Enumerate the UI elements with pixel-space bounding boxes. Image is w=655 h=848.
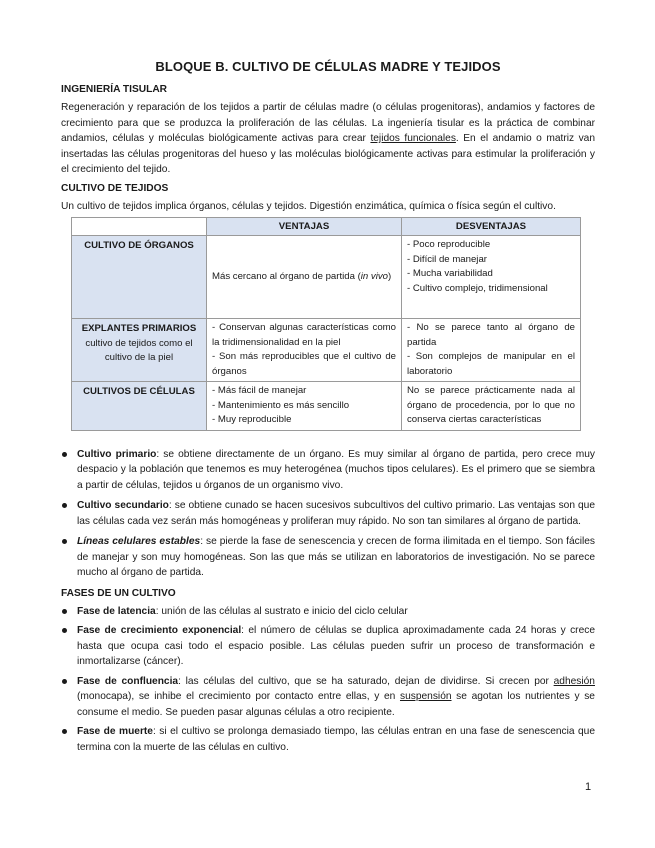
tipos-cultivo-list <box>61 447 595 581</box>
tejidos-funcionales-term: tejidos funcionales <box>370 133 456 144</box>
term-fase-muerte: Fase de muerte <box>77 726 153 737</box>
list-item: - Muy reproducible <box>212 414 292 425</box>
organos-ventajas-text: Más cercano al órgano de partida ( <box>212 270 361 282</box>
ingenieria-text-2: . En el andamio o matriz van insertadas las células progenitoras del hueso y las moléculas biológicamente activas para estimular la proliferación y el crecimiento del tejido. <box>61 133 595 175</box>
desc-lineas-celulares: : se pierde la fase de senescencia y crecen de forma ilimitada en el tiempo. Son fáciles de manejar y son muy homogéneas. Son las que más se utilizan en laboratorios de investigación. No se parece mucho al órgano de partida. <box>77 536 595 578</box>
list-item: - Son más reproducibles que el cultivo de órganos <box>212 351 396 377</box>
list-item <box>61 447 595 494</box>
desc-fase-muerte: : si el cultivo se prolonga demasiado tiempo, las células entran en una fase de senescencia que termina con la muerte de las células en cultivo. <box>77 726 595 753</box>
explantes-ventajas <box>207 319 402 382</box>
desc-cultivo-primario: : se obtiene directamente de un órgano. Es muy similar al órgano de partida, pero crece muy despacio y la población que tenemos es muy heterogénea (muchos tipos celulares). Es el primero que se siembra a partir de células, tejidos u órganos de un organismo vivo. <box>77 448 595 491</box>
comparison-table <box>71 217 581 431</box>
row-head-organos <box>72 236 207 319</box>
bullet-icon <box>62 628 67 633</box>
table-corner-cell <box>72 218 207 236</box>
heading-cultivo-tejidos: CULTIVO DE TEJIDOS <box>61 182 169 194</box>
term-cultivo-secundario: Cultivo secundario <box>77 500 169 511</box>
table-row-celulas <box>72 382 581 431</box>
table-row-explantes <box>72 319 581 382</box>
list-item <box>61 724 595 755</box>
heading-fases-cultivo: FASES DE UN CULTIVO <box>61 587 176 599</box>
ingenieria-paragraph <box>61 100 595 178</box>
organos-ventajas-italic: in vivo <box>360 270 388 282</box>
document-page <box>61 58 595 759</box>
ingenieria-text-1: Regeneración y reparación de los tejidos a partir de células madre (o células progenitoras), andamios y factores de crecimiento para que se produzca la proliferación de las células. La ingeniería tisular es la práctica de combinar andamios, células y moléculas biológicamente activas para crear <box>61 102 595 144</box>
table-header-row <box>72 218 581 236</box>
cultivo-tejidos-intro: Un cultivo de tejidos implica órganos, células y tejidos. Digestión enzimática, química o física según el cultivo. <box>61 200 556 212</box>
desc-confluencia-3: se agotan los nutrientes y se consume el medio. Se pueden pasar algunas células a otro recipiente. <box>77 691 595 718</box>
bullet-icon <box>62 609 67 614</box>
term-suspension: suspensión <box>399 691 452 702</box>
bullet-icon <box>62 452 67 457</box>
list-item: - Mantenimiento es más sencillo <box>212 399 350 411</box>
row-head-explantes <box>72 319 207 382</box>
organos-ventajas <box>207 236 402 319</box>
list-item: - Poco reproducible <box>407 239 491 250</box>
row-head-celulas <box>72 382 207 431</box>
list-item <box>61 498 595 529</box>
list-item: - Son complejos de manipular en el laboratorio <box>407 351 575 377</box>
organos-ventajas-close: ) <box>388 270 392 282</box>
table-row-organos <box>72 236 581 319</box>
list-item <box>61 534 595 581</box>
bullet-icon <box>62 679 67 684</box>
term-adhesion: adhesión <box>553 675 595 687</box>
header-ventajas: VENTAJAS <box>207 218 402 236</box>
term-cultivo-primario: Cultivo primario <box>77 448 157 460</box>
document-title: BLOQUE B. CULTIVO DE CÉLULAS MADRE Y TEJIDOS <box>155 59 501 74</box>
desc-cultivo-secundario: : se obtiene cunado se hacen sucesivos subcultivos del cultivo primario. Las ventajas son que las células cada vez serán más homogéneas y proliferan muy rápido. No son tan similares al órgano de partida. <box>77 500 596 527</box>
list-item <box>61 674 595 721</box>
explantes-desventajas <box>402 319 581 382</box>
list-item <box>61 623 595 670</box>
bullet-icon <box>62 503 67 508</box>
header-desventajas: DESVENTAJAS <box>402 218 581 236</box>
row-head-celulas-label: CULTIVOS DE CÉLULAS <box>83 386 195 397</box>
list-item: - Difícil de manejar <box>407 253 487 265</box>
celulas-desventajas: No se parece prácticamente nada al órgano de procedencia, por lo que no conserva ciertas características <box>402 382 581 431</box>
list-item: - Conservan algunas características como la tridimensionalidad en la piel <box>212 322 396 348</box>
term-fase-latencia: Fase de latencia <box>77 605 156 617</box>
term-fase-confluencia: Fase de confluencia <box>77 675 179 687</box>
fases-list <box>61 604 595 756</box>
list-item: - No se parece tanto al órgano de partida <box>407 322 575 348</box>
desc-fase-latencia: : unión de las células al sustrato e inicio del ciclo celular <box>155 605 408 617</box>
row-head-explantes-label: EXPLANTES PRIMARIOS <box>81 323 197 334</box>
organos-desventajas <box>402 236 581 319</box>
desc-fase-exponencial: : el número de células se duplica aproximadamente cada 24 horas y crece hasta que ocupa casi todo el espacio posible. Las células pueden sufrir un proceso de transformación e inmortalizarse (cáncer). <box>77 625 595 667</box>
bullet-icon <box>62 729 67 734</box>
bullet-icon <box>62 539 67 544</box>
desc-confluencia-2: (monocapa), se inhibe el crecimiento por contacto entre ellas, y en <box>77 691 400 702</box>
celulas-ventajas <box>207 382 402 431</box>
row-head-organos-label: CULTIVO DE ÓRGANOS <box>84 240 194 251</box>
heading-ingenieria-tisular: INGENIERÍA TISULAR <box>61 84 168 95</box>
desc-confluencia-1: : las células del cultivo, que se ha saturado, dejan de dividirse. Si crecen por <box>178 675 554 687</box>
row-head-explantes-sub: cultivo de tejidos como el cultivo de la piel <box>85 337 193 363</box>
term-fase-exponencial: Fase de crecimiento exponencial <box>77 625 242 636</box>
term-lineas-celulares: Líneas celulares estables <box>77 536 201 547</box>
page-number: 1 <box>585 781 592 793</box>
list-item <box>61 604 595 620</box>
list-item: - Cultivo complejo, tridimensional <box>407 282 548 294</box>
list-item: - Mucha variabilidad <box>407 268 493 279</box>
list-item: - Más fácil de manejar <box>212 385 307 396</box>
